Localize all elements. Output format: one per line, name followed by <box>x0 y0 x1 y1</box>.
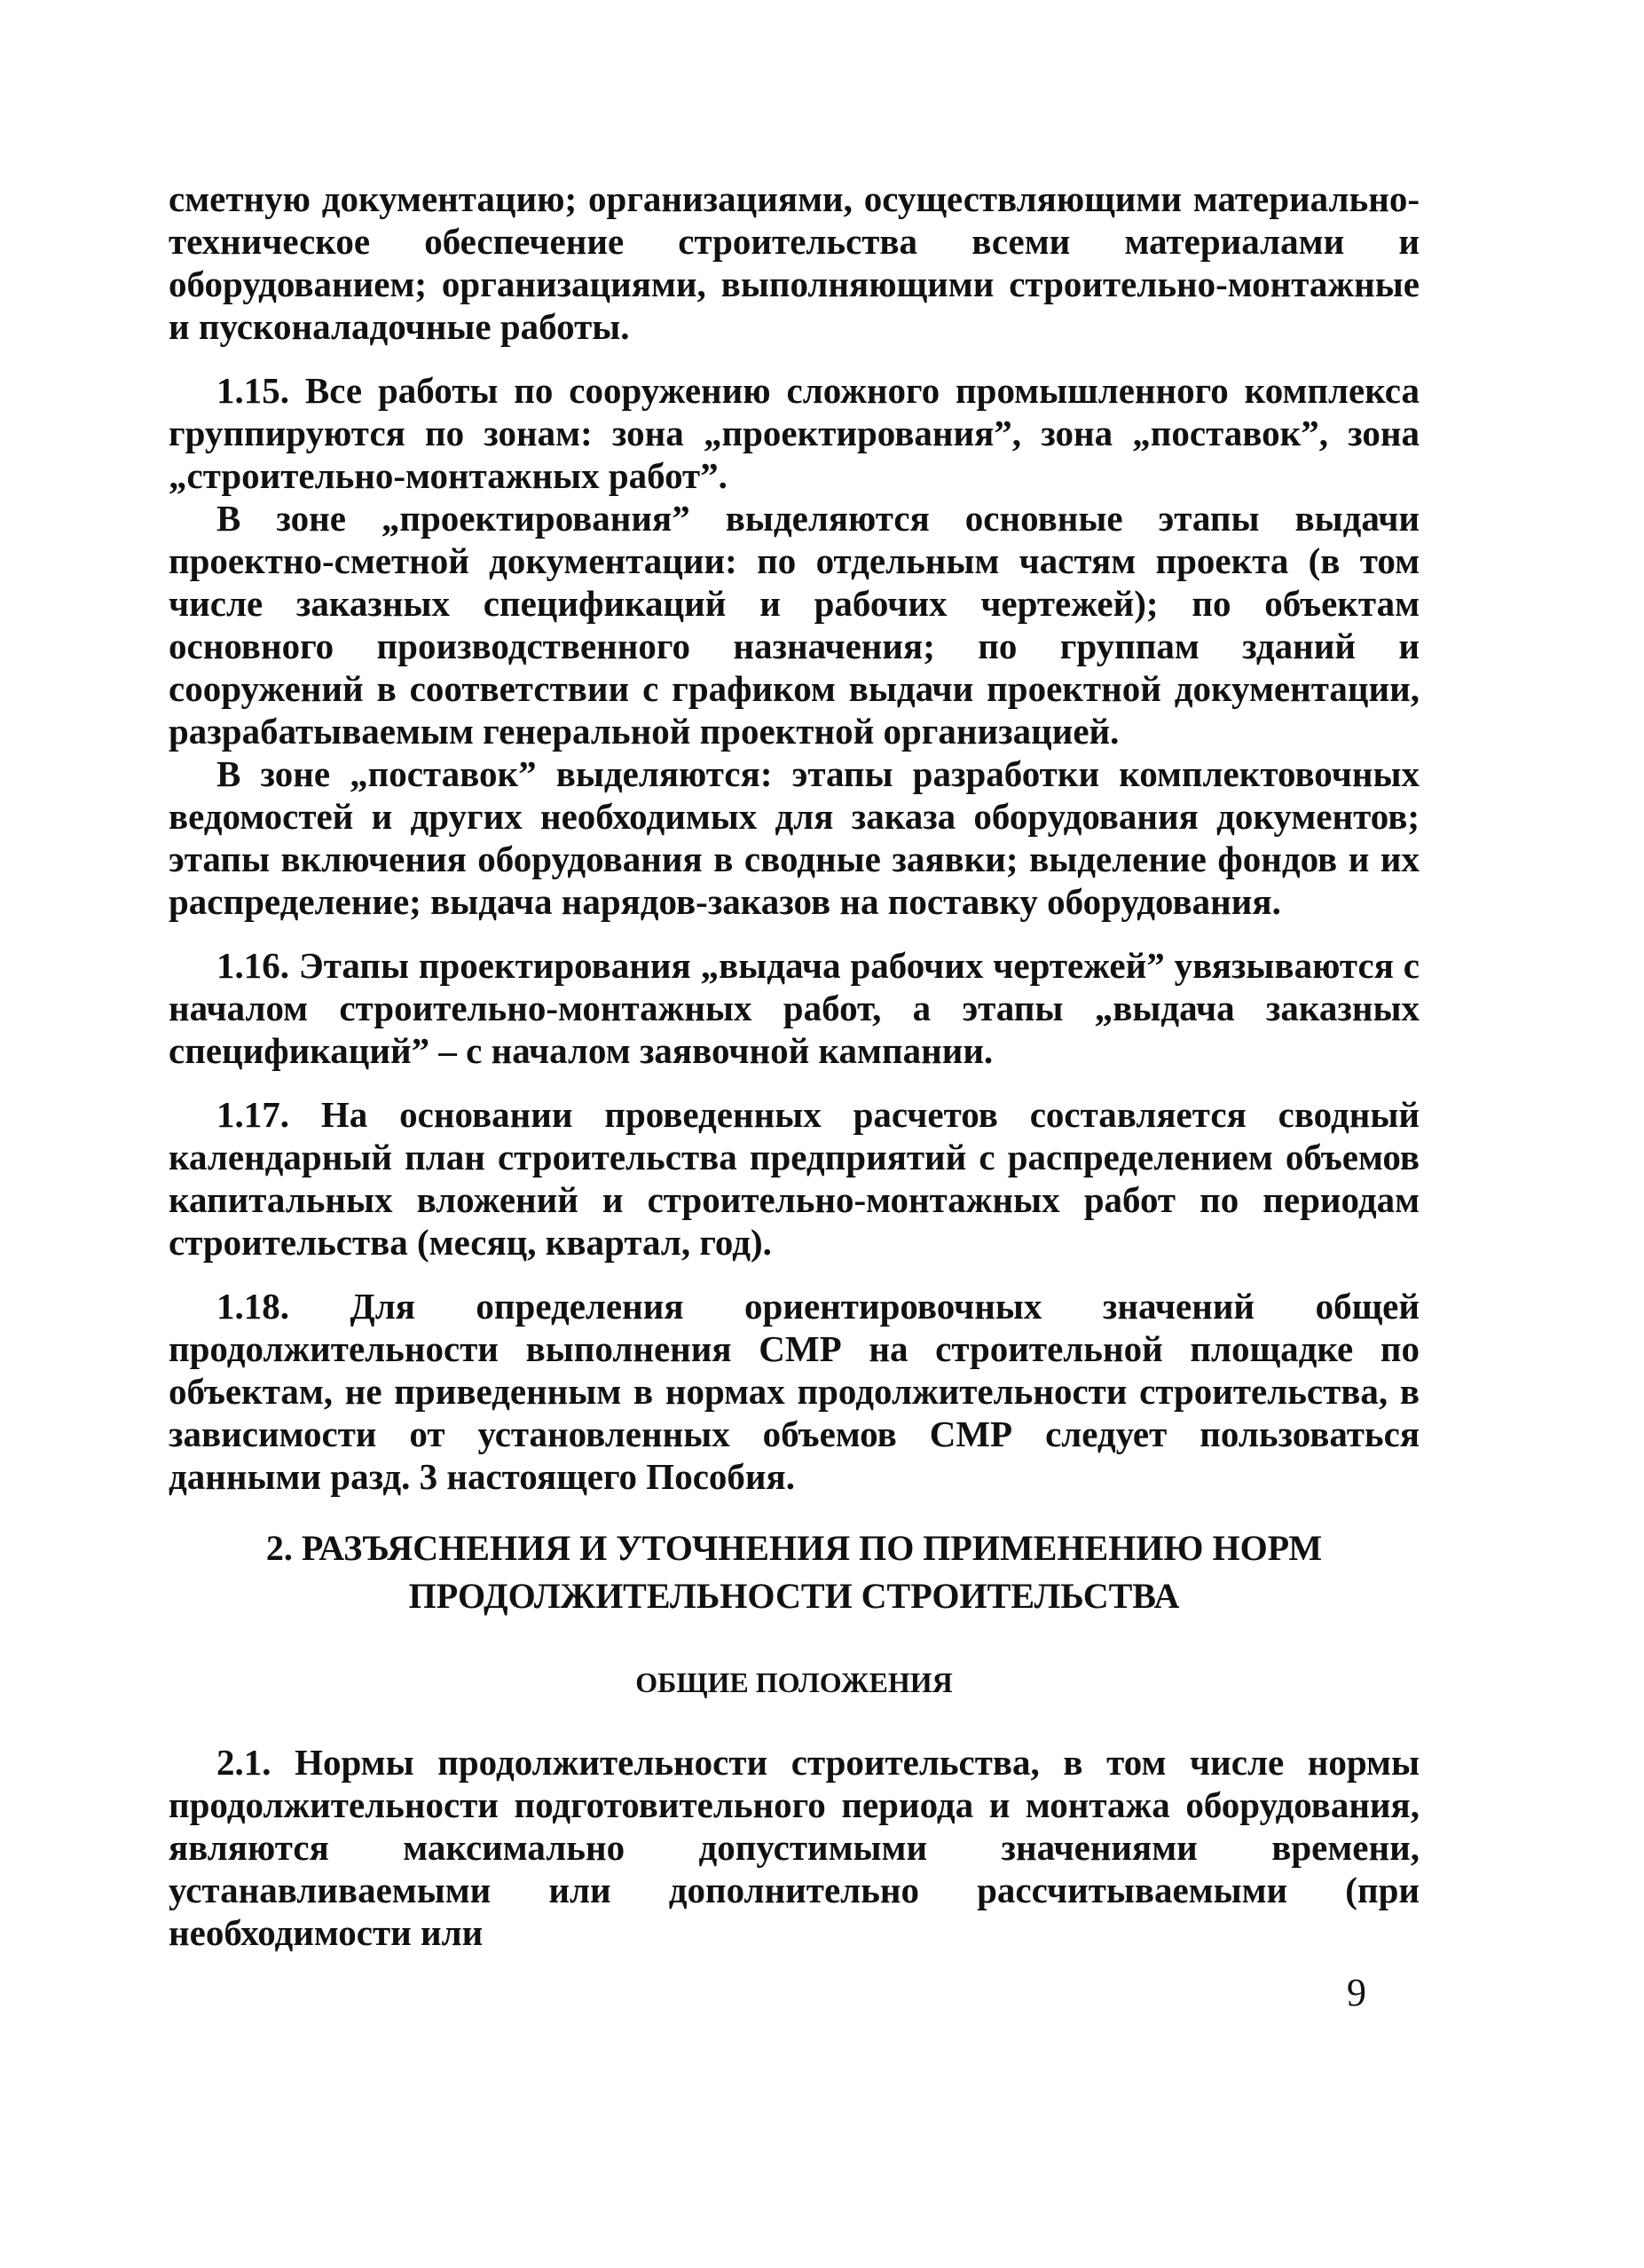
paragraph-1-18 <box>169 1285 1420 1498</box>
paragraph-number: 1.18. <box>216 1286 289 1327</box>
section-heading <box>169 1524 1420 1620</box>
section-heading-line-2: ПРОДОЛЖИТЕЛЬНОСТИ СТРОИТЕЛЬСТВА <box>408 1576 1180 1616</box>
paragraph-1-15 <box>169 369 1420 497</box>
subsection-heading: ОБЩИЕ ПОЛОЖЕНИЯ <box>635 1666 953 1698</box>
page-number: 9 <box>1347 1971 1366 2014</box>
paragraph-number: 1.15. <box>216 370 289 411</box>
paragraph-number: 1.17. <box>216 1094 289 1135</box>
paragraph-1-16 <box>169 944 1420 1072</box>
paragraph-1-17 <box>169 1093 1420 1264</box>
paragraph-number: 2.1. <box>216 1742 271 1783</box>
paragraph-text: На основании проведенных расчетов составляется сводный календарный план строительства предприятий с распределением объемов капитальных вложений и строительно-монтажных работ по периодам строительства (месяц, квартал, год). <box>169 1094 1420 1263</box>
paragraph-2-1 <box>169 1741 1420 1954</box>
paragraph-text: В зоне „поставок” выделяются: этапы разработки комплектовочных ведомостей и других необходимых для заказа оборудования документов; этапы включения оборудования в сводные заявки; выделение фондов и их распределение; выдача нарядов-заказов на поставку оборудования. <box>169 753 1420 922</box>
text-body-bottom <box>169 1741 1420 1954</box>
text-body-top <box>169 177 1420 1498</box>
section-heading-line-1: 2. РАЗЪЯСНЕНИЯ И УТОЧНЕНИЯ ПО ПРИМЕНЕНИЮ НОРМ <box>265 1528 1323 1568</box>
paragraph-continuation <box>169 177 1420 348</box>
paragraph-text: Этапы проектирования „выдача рабочих чертежей” увязываются с началом строительно-монтажных работ, а этапы „выдача заказных спецификаций” – с началом заявочной кампании. <box>169 945 1420 1071</box>
paragraph-text: Для определения ориентировочных значений общей продолжительности выполнения СМР на строительной площадке по объектам, не приведенным в нормах продолжительности строительства, в зависимости от установленных объемов СМР следует пользоваться данными разд. 3 настоящего Пособия. <box>169 1286 1420 1497</box>
paragraph-text: Нормы продолжительности строительства, в том числе нормы продолжительности подготовительного периода и монтажа оборудования, являются максимально допустимыми значениями времени, устанавливаемыми или дополнительно рассчитываемыми (при необходимости или <box>169 1742 1420 1953</box>
paragraph-number: 1.16. <box>216 945 289 986</box>
paragraph-text: сметную документацию; организациями, осуществляющими материально-техническое обеспечение строительства всеми материалами и оборудованием; организациями, выполняющими строительно-монтажные и пусконаладочные работы. <box>169 178 1420 347</box>
paragraph-text: Все работы по сооружению сложного промышленного комплекса группируются по зонам: зона „проектирования”, зона „поставок”, зона „строительно-монтажных работ”. <box>169 370 1420 496</box>
paragraph-supply-zone <box>169 752 1420 923</box>
paragraph-text: В зоне „проектирования” выделяются основные этапы выдачи проектно-сметной документации: по отдельным частям проекта (в том числе заказных спецификаций и рабочих чертежей); по объектам основного производственного назначения; по группам зданий и сооружений в соответствии с графиком выдачи проектной документации, разрабатываемым генеральной проектной организацией. <box>169 498 1420 752</box>
paragraph-design-zone <box>169 497 1420 752</box>
